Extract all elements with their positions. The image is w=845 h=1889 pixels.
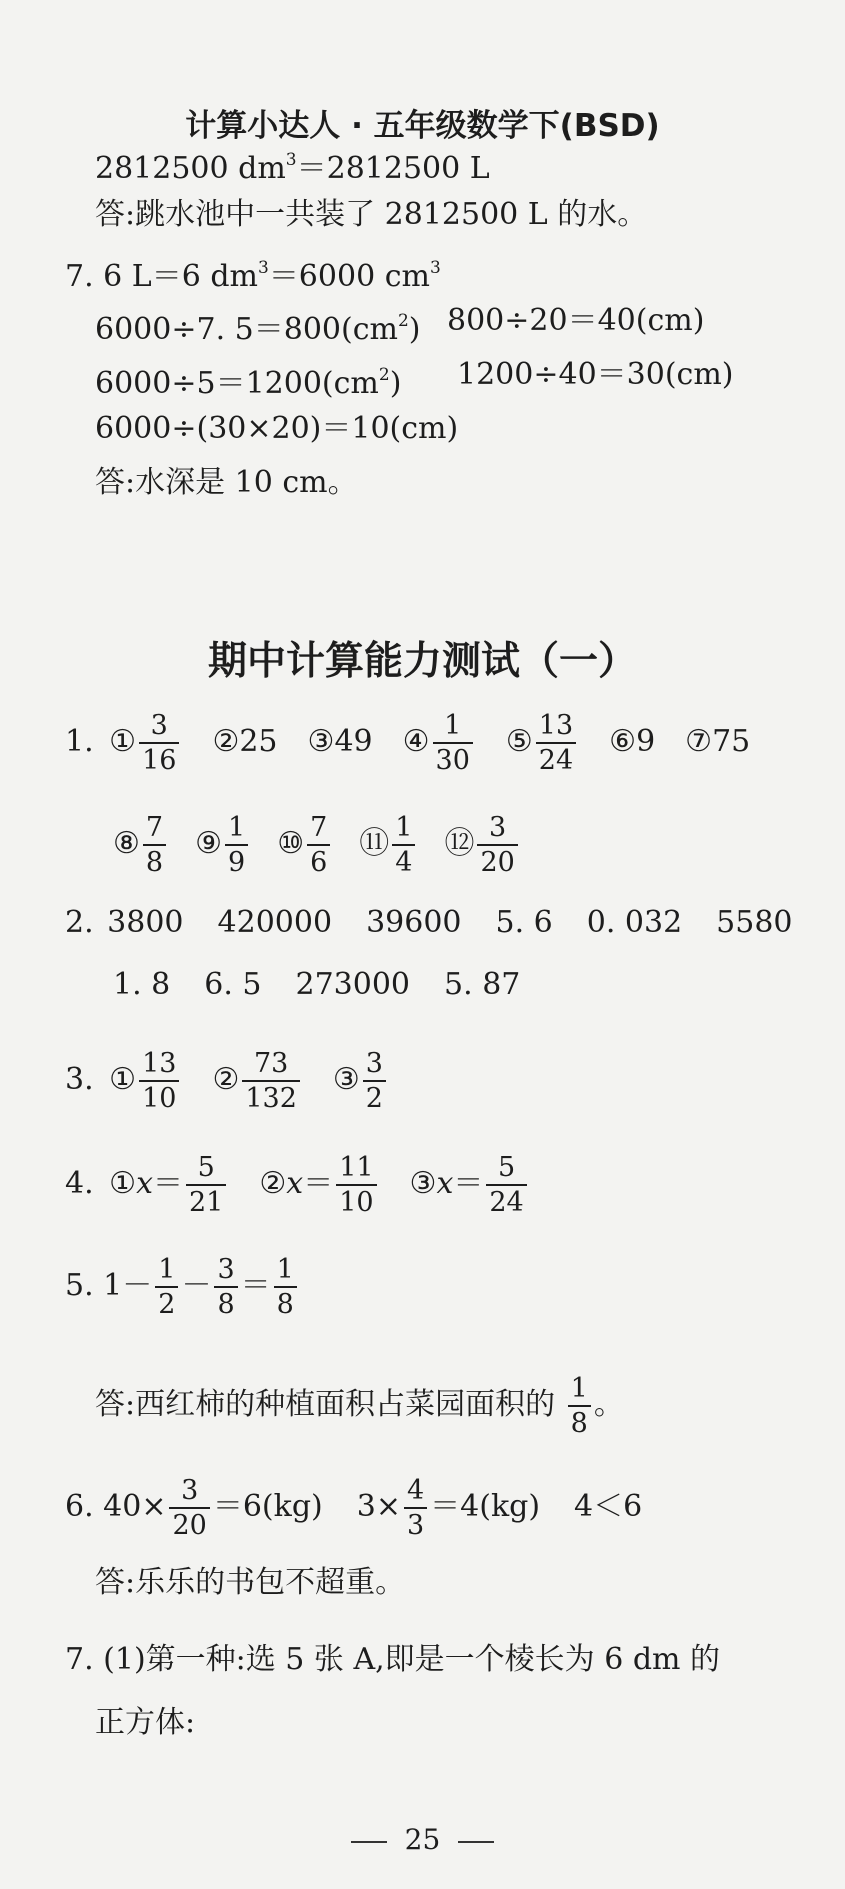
circled-number: ① — [109, 1166, 137, 1201]
question-4 — [65, 1152, 530, 1218]
text-line — [95, 357, 401, 402]
numerator: 11 — [336, 1152, 376, 1186]
numerator: 7 — [307, 812, 330, 846]
answer-line — [95, 1373, 624, 1439]
answer-line: 答:乐乐的书包不超重。 — [95, 1565, 406, 1600]
text: 3× — [356, 1489, 401, 1524]
variable: x — [136, 1166, 153, 1201]
answer-value: 5. 6 — [495, 905, 553, 940]
fraction — [568, 1373, 591, 1439]
question-2-row-1 — [65, 905, 793, 941]
text-line: 正方体: — [95, 1705, 196, 1740]
answer-list — [107, 812, 521, 878]
numerator: 3 — [139, 710, 179, 744]
text: 4＜6 — [574, 1489, 643, 1524]
exponent: 3 — [285, 150, 297, 170]
variable: x — [436, 1166, 454, 1201]
answer-line: 答:跳水池中一共装了 2812500 L 的水。 — [95, 197, 648, 232]
answer-list — [103, 710, 751, 776]
circled-number: ⑤ — [505, 724, 533, 759]
question-5 — [65, 1254, 300, 1320]
answer-value: 49 — [334, 724, 373, 759]
denominator: 10 — [142, 1083, 177, 1114]
answer-value: 5. 87 — [444, 967, 521, 1002]
numerator: 5 — [486, 1152, 526, 1186]
text: 6. 40× — [65, 1489, 167, 1524]
answer-item — [109, 1152, 229, 1218]
dash — [458, 1841, 494, 1843]
text: 6000÷7. 5＝800(cm — [95, 312, 398, 347]
denominator: 3 — [406, 1510, 425, 1541]
dash — [351, 1841, 387, 1843]
fraction — [214, 1254, 237, 1320]
numerator: 1 — [225, 812, 248, 846]
answer-list — [103, 1152, 530, 1218]
denominator: 16 — [142, 745, 177, 776]
operator: ＝ — [453, 1166, 484, 1201]
question-7: 7. (1)第一种:选 5 张 A,即是一个棱长为 6 dm 的 — [65, 1642, 721, 1677]
section-title: 期中计算能力测试（一） — [207, 639, 637, 684]
numerator: 13 — [536, 710, 576, 744]
answer-value: 25 — [239, 724, 278, 759]
fraction — [274, 1254, 297, 1320]
answer-list — [103, 1048, 389, 1114]
circled-number: ① — [109, 1062, 137, 1097]
running-header: 计算小达人 · 五年级数学下(BSD) — [185, 108, 660, 144]
variable: x — [286, 1166, 304, 1201]
fraction — [139, 1048, 179, 1114]
fraction — [404, 1475, 427, 1541]
fraction — [477, 812, 517, 878]
answer-item — [212, 1048, 302, 1114]
fraction — [169, 1475, 209, 1541]
denominator: 8 — [570, 1408, 588, 1439]
question-number: 1. — [65, 724, 94, 759]
circled-number: ③ — [409, 1166, 437, 1201]
circled-number: ⑨ — [195, 826, 222, 861]
denominator: 20 — [480, 847, 515, 878]
fraction — [186, 1152, 226, 1218]
denominator: 4 — [395, 847, 413, 878]
denominator: 132 — [245, 1083, 297, 1114]
answer-item — [609, 724, 655, 759]
denominator: 10 — [339, 1187, 374, 1218]
answer-item — [195, 812, 251, 878]
numerator: 7 — [143, 812, 166, 846]
denominator: 8 — [145, 847, 164, 878]
question-6 — [65, 1475, 642, 1541]
numerator: 73 — [242, 1048, 300, 1082]
circled-number: ② — [212, 1062, 240, 1097]
denominator: 8 — [276, 1289, 294, 1320]
denominator: 24 — [538, 745, 574, 776]
answer-item — [444, 812, 520, 878]
fraction — [143, 812, 166, 878]
text: 6000÷5＝1200(cm — [95, 366, 379, 401]
circled-number: ② — [259, 1166, 287, 1201]
numerator: 1 — [274, 1254, 297, 1288]
fraction — [139, 710, 179, 776]
question-2-row-2 — [109, 967, 520, 1003]
fraction — [336, 1152, 376, 1218]
answer-value: 273000 — [295, 967, 411, 1002]
operator: － — [181, 1268, 212, 1303]
text-line — [95, 303, 421, 348]
numerator: 3 — [477, 812, 517, 846]
answer-value: 6. 5 — [204, 967, 262, 1002]
exponent: 2 — [378, 365, 390, 385]
question-number: 4. — [65, 1166, 94, 1201]
answer-item — [109, 1048, 182, 1114]
fraction — [225, 812, 248, 878]
answer-item — [212, 724, 277, 759]
circled-number: ⑦ — [685, 724, 713, 759]
denominator: 24 — [489, 1187, 524, 1218]
numerator: 4 — [404, 1475, 427, 1509]
answer-item — [505, 710, 579, 776]
exponent: 2 — [397, 311, 409, 331]
answer-item — [259, 1152, 379, 1218]
text: ) — [408, 312, 421, 347]
numerator: 13 — [139, 1048, 179, 1082]
answer-line: 答:水深是 10 cm。 — [95, 465, 358, 500]
denominator: 2 — [158, 1289, 176, 1320]
text: 7. 6 L＝6 dm — [65, 259, 258, 294]
circled-number: ⑥ — [609, 724, 637, 759]
fraction — [155, 1254, 178, 1320]
answer-item — [359, 812, 418, 878]
question-number: 2. — [65, 905, 94, 940]
circled-number: ⑧ — [113, 826, 140, 861]
answer-value: 9 — [636, 724, 656, 759]
numerator: 3 — [363, 1048, 386, 1082]
numerator: 5 — [186, 1152, 226, 1186]
numerator: 1 — [433, 710, 473, 744]
text-line: 800÷20＝40(cm) — [447, 303, 705, 338]
fraction — [392, 812, 415, 878]
text: ＝4(kg) — [430, 1489, 541, 1524]
circled-number: ③ — [332, 1062, 360, 1097]
text: 5. 1－ — [65, 1268, 153, 1303]
answer-value: 0. 032 — [586, 905, 683, 940]
denominator: 20 — [172, 1510, 207, 1541]
fraction — [433, 710, 473, 776]
answer-item — [332, 1048, 389, 1114]
text: ＝2812500 L — [296, 151, 490, 186]
answer-item — [409, 1152, 530, 1218]
answer-value: 39600 — [366, 905, 462, 940]
numerator: 1 — [155, 1254, 178, 1288]
circled-number: ③ — [307, 724, 335, 759]
text-line — [65, 250, 441, 295]
text: ) — [389, 366, 402, 401]
circled-number: ⑪ — [359, 826, 390, 861]
question-3 — [65, 1048, 389, 1114]
denominator: 6 — [310, 847, 328, 878]
question-number: 3. — [65, 1062, 94, 1097]
numerator: 3 — [169, 1475, 209, 1509]
denominator: 8 — [217, 1289, 235, 1320]
circled-number: ② — [212, 724, 240, 759]
fraction — [486, 1152, 526, 1218]
exponent: 3 — [257, 258, 269, 278]
exponent: 3 — [429, 258, 441, 278]
answer-value: 3800 — [107, 905, 184, 940]
operator: ＝ — [153, 1166, 183, 1201]
circled-number: ① — [109, 724, 137, 759]
fraction — [536, 710, 576, 776]
answer-value: 1. 8 — [113, 967, 171, 1002]
circled-number: ⑫ — [444, 826, 475, 861]
numerator: 1 — [392, 812, 415, 846]
denominator: 30 — [435, 745, 470, 776]
text: ＝6000 cm — [268, 259, 430, 294]
answer-value: 75 — [712, 724, 751, 759]
answer-list — [109, 967, 520, 1002]
text-line: 6000÷(30×20)＝10(cm) — [95, 411, 459, 446]
circled-number: ⑩ — [277, 826, 305, 861]
text-line — [95, 142, 490, 187]
denominator: 9 — [228, 847, 246, 878]
text: 答:西红柿的种植面积占菜园面积的 — [95, 1387, 556, 1422]
answer-item — [113, 812, 169, 878]
denominator: 2 — [365, 1083, 383, 1114]
fraction — [363, 1048, 386, 1114]
text-line: 1200÷40＝30(cm) — [457, 357, 734, 392]
question-1-row-2 — [107, 812, 521, 878]
operator: ＝ — [303, 1166, 334, 1201]
answer-item — [402, 710, 476, 776]
fraction — [242, 1048, 300, 1114]
answer-item — [277, 812, 333, 878]
operator: ＝ — [240, 1268, 271, 1303]
page-number: 25 — [0, 1823, 845, 1856]
denominator: 21 — [189, 1187, 224, 1218]
circled-number: ④ — [402, 724, 430, 759]
numerator: 3 — [214, 1254, 237, 1288]
question-1-row-1 — [65, 710, 750, 776]
numerator: 1 — [568, 1373, 591, 1407]
answer-value: 5580 — [716, 905, 793, 940]
answer-list — [103, 905, 792, 940]
answer-value: 420000 — [217, 905, 333, 940]
answer-item — [308, 724, 373, 759]
text: ＝6(kg) — [212, 1489, 323, 1524]
text: 2812500 dm — [95, 151, 286, 186]
text: 。 — [593, 1387, 624, 1422]
answer-item — [685, 724, 750, 759]
answer-item — [109, 710, 182, 776]
fraction — [307, 812, 330, 878]
